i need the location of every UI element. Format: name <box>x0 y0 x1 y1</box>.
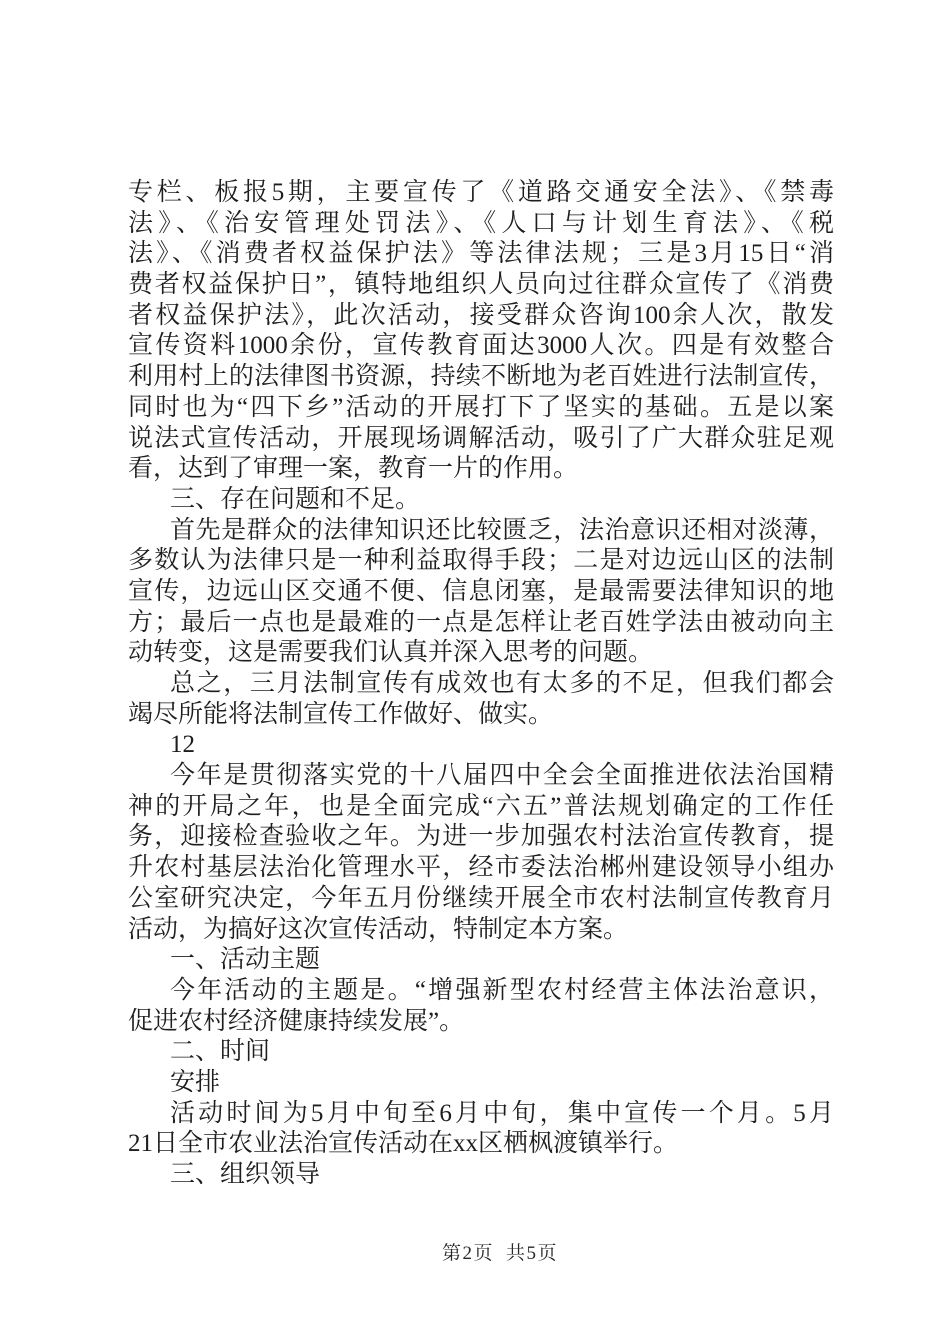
document-body <box>128 178 834 1191</box>
text-line: 二、时间 <box>170 1038 271 1066</box>
text-line: 看，达到了审理一案，教育一片的作用。 <box>128 455 579 483</box>
text-line: 三、存在问题和不足。 <box>170 485 421 513</box>
text-line: 活动时间为5月中旬至6月中旬，集中宣传一个月。5月 <box>170 1099 834 1127</box>
text-line: 竭尽所能将法制宣传工作做好、做实。 <box>128 700 554 728</box>
text-line: 安排 <box>170 1068 221 1096</box>
text-line: 动转变，这是需要我们认真并深入思考的问题。 <box>128 639 654 667</box>
text-line: 务，迎接检查验收之年。为进一步加强农村法治宣传教育，提 <box>128 823 834 851</box>
text-line: 总之，三月法制宣传有成效也有太多的不足，但我们都会 <box>170 670 834 697</box>
text-line: 同时也为“四下乡”活动的开展打下了坚实的基础。五是以案 <box>128 393 834 421</box>
text-line: 首先是群众的法律知识还比较匮乏，法治意识还相对淡薄， <box>170 516 834 544</box>
text-line: 12 <box>170 731 195 759</box>
total-pages: 共5页 <box>506 1243 559 1264</box>
text-line: 法》、《消费者权益保护法》等法律法规；三是3月15日“消 <box>128 240 834 268</box>
text-line: 法》、《治安管理处罚法》、《人口与计划生育法》、《税 <box>128 209 834 237</box>
text-line: 三、组织领导 <box>170 1161 321 1188</box>
text-line: 宣传，边远山区交通不便、信息闭塞，是最需要法律知识的地 <box>128 577 834 605</box>
page-footer <box>0 1242 950 1266</box>
text-line: 神的开局之年，也是全面完成“六五”普法规划确定的工作任 <box>128 792 834 820</box>
text-line: 宣传资料1000余份，宣传教育面达3000人次。四是有效整合 <box>128 332 834 360</box>
text-line: 利用村上的法律图书资源，持续不断地为老百姓进行法制宣传， <box>128 363 834 391</box>
text-line: 升农村基层法治化管理水平，经市委法治郴州建设领导小组办 <box>128 854 834 882</box>
text-line: 费者权益保护日”，镇特地组织人员向过往群众宣传了《消费 <box>128 271 834 299</box>
text-line: 活动，为搞好这次宣传活动，特制定本方案。 <box>128 915 629 943</box>
text-line: 说法式宣传活动，开展现场调解活动，吸引了广大群众驻足观 <box>128 424 834 452</box>
text-line: 者权益保护法》，此次活动，接受群众咨询100余人次，散发 <box>128 301 834 329</box>
text-line: 方；最后一点也是最难的一点是怎样让老百姓学法由被动向主 <box>128 608 834 636</box>
text-line: 多数认为法律只是一种利益取得手段；二是对边远山区的法制 <box>128 547 834 575</box>
text-line: 今年是贯彻落实党的十八届四中全会全面推进依法治国精 <box>170 762 834 790</box>
text-line: 公室研究决定，今年五月份继续开展全市农村法制宣传教育月 <box>128 884 834 912</box>
text-line: 一、活动主题 <box>170 946 321 974</box>
text-line: 21日全市农业法治宣传活动在xx区栖枫渡镇举行。 <box>128 1130 679 1158</box>
text-line: 今年活动的主题是。“增强新型农村经营主体法治意识， <box>170 976 834 1004</box>
text-line: 促进农村经济健康持续发展”。 <box>128 1007 465 1035</box>
page-number: 第2页 <box>441 1243 494 1264</box>
text-line: 专栏、板报5期，主要宣传了《道路交通安全法》、《禁毒 <box>128 179 834 206</box>
